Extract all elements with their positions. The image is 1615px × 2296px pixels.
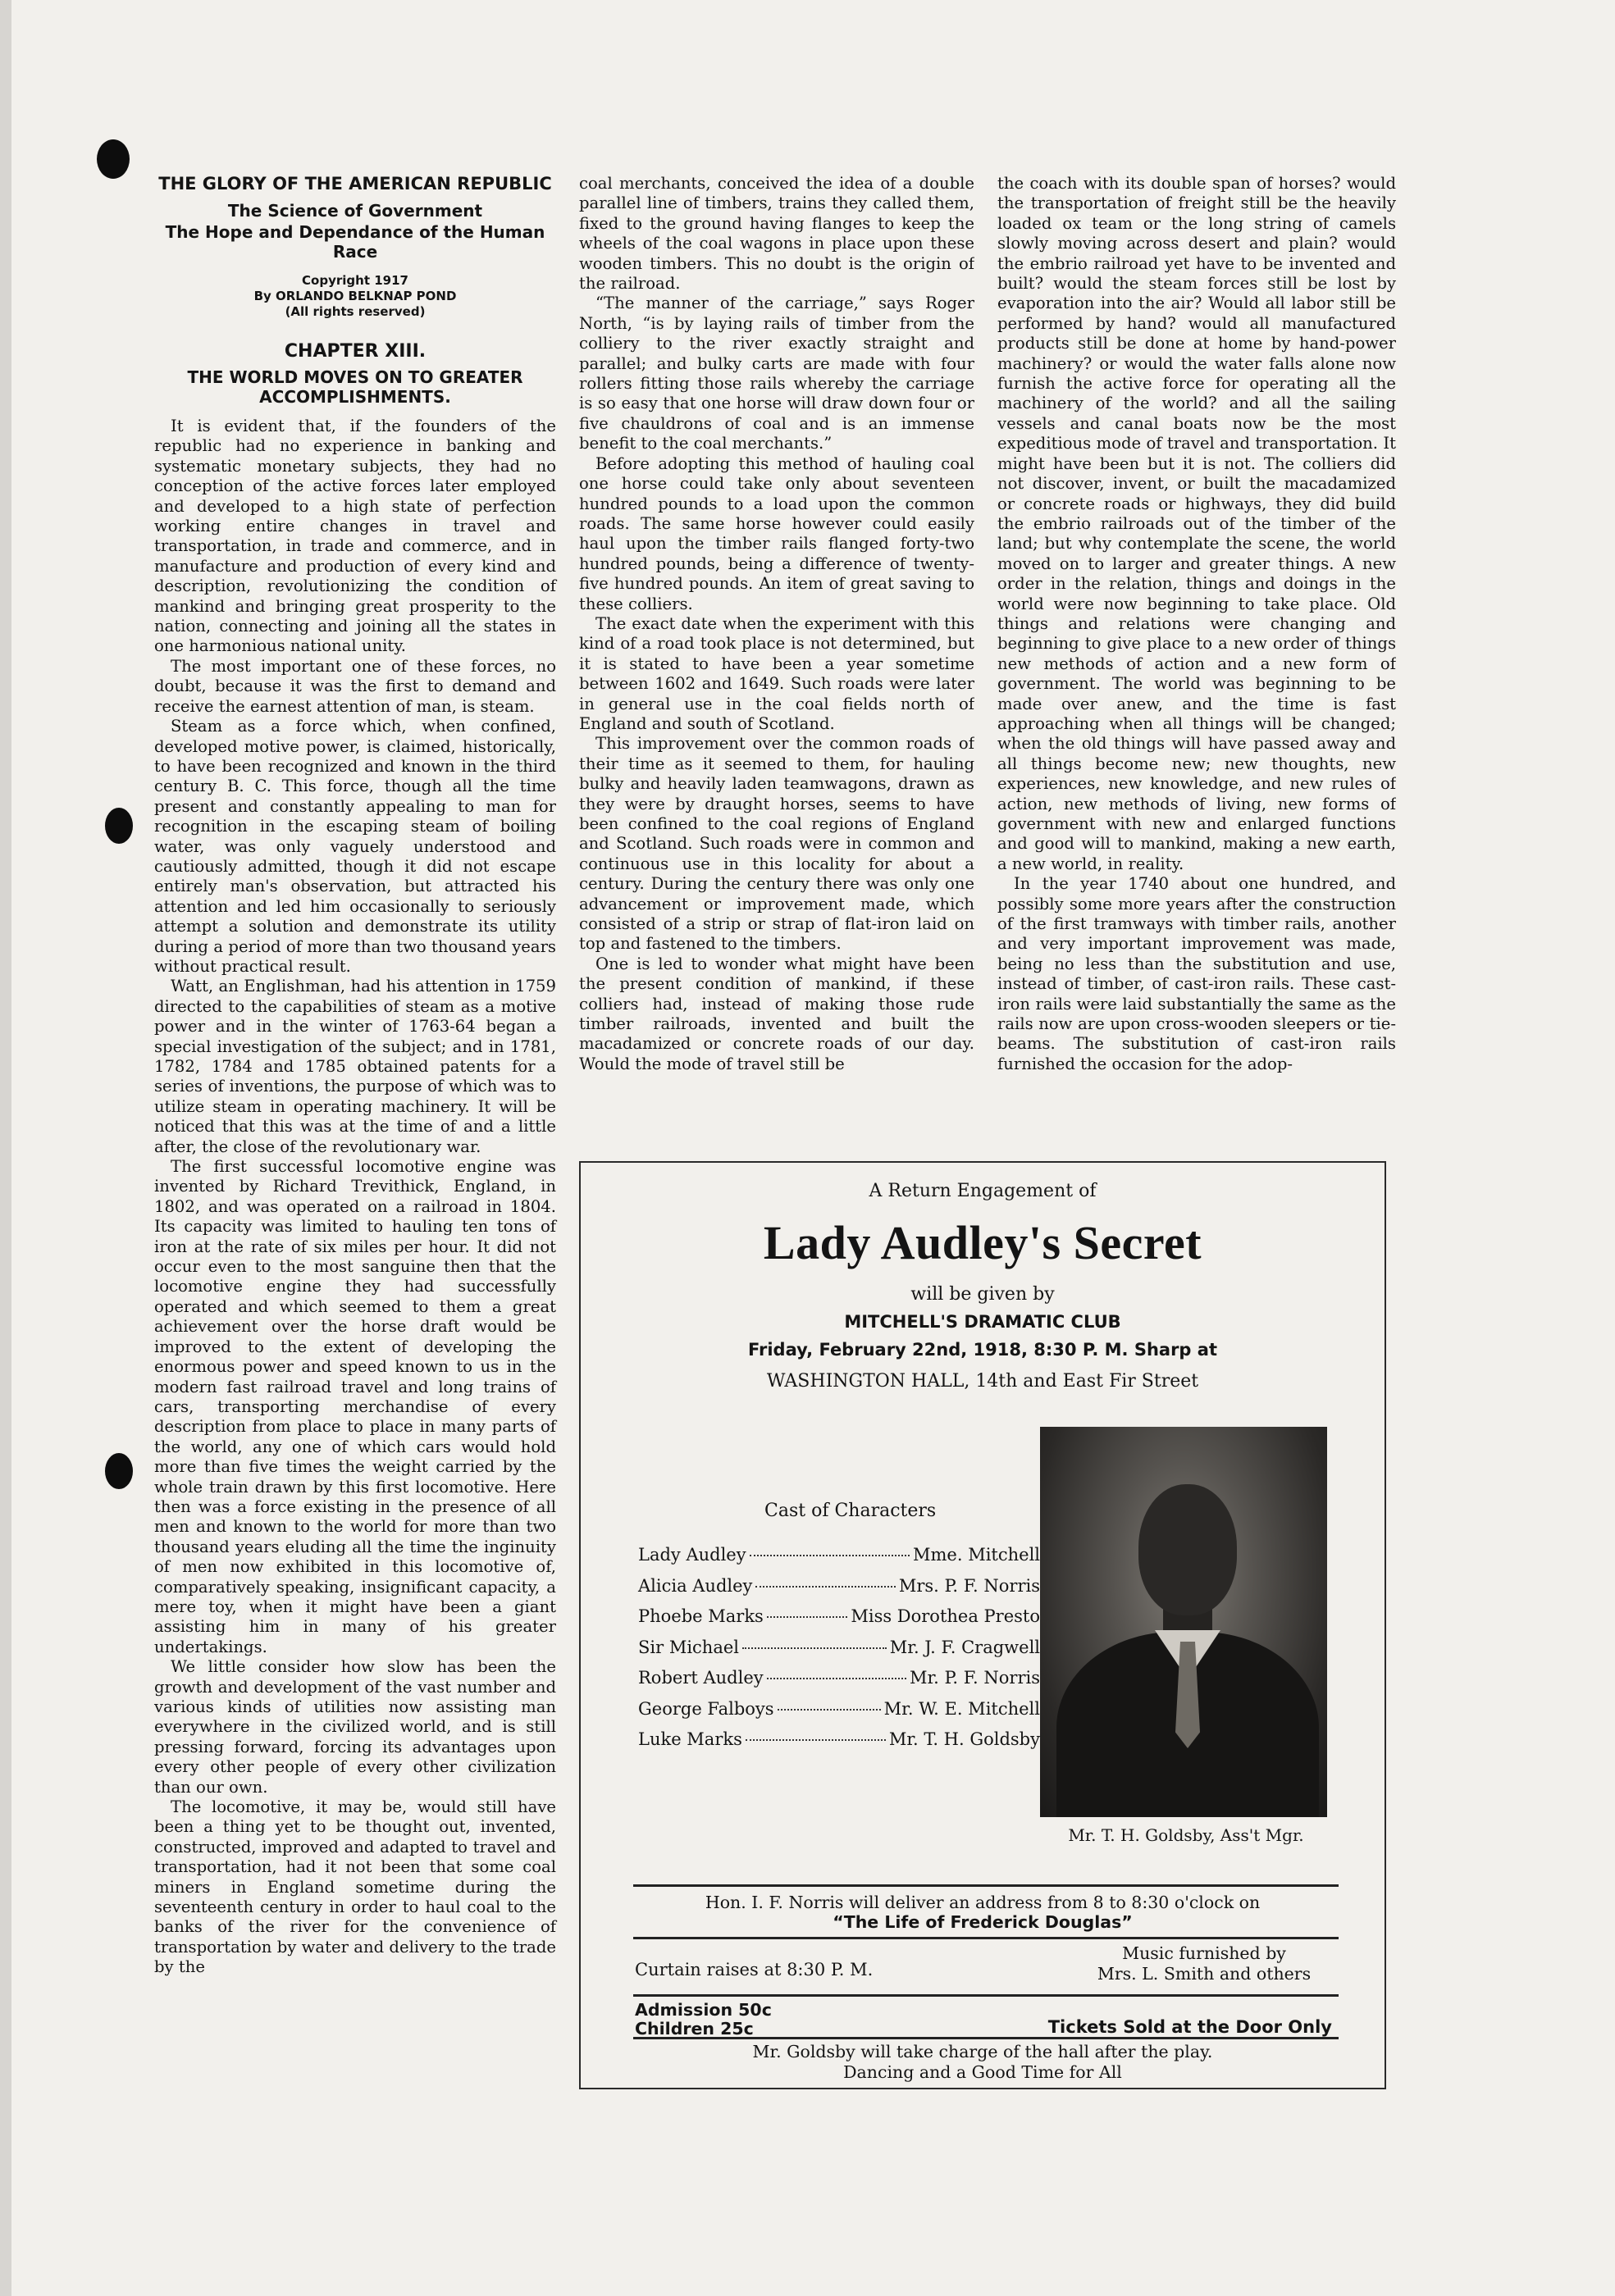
paragraph: The first successful locomotive engine was invented by Richard Trevithick, England, in 1802, and was operated on a railroad in 1804. Its capacity was limited to hauling ten tons of iron at the rate of six miles per hour. It did not occur even to the most sanguine then that the locomotive engine they had successfully operated and which seemed to them a great achievement over the horse draft would be improved to the extent of developing the enormous power and speed known to us in the modern fast railroad travel and long trains of cars, transporting merchandise of every description from place to place in many parts of the world, any one of which cars would hold more than five times the weight carried by the whole train drawn by this first locomotive. Here then was a force existing in the presence of all men and known to the world for more than two thousand years eluding all the time the inginuity of men now exhibited in this locomotive of, comparatively speaking, insignificant capacity, a mere toy, when it might have been a giant assisting him in many of his greater undertakings. — [154, 1157, 556, 1656]
page-edge — [0, 0, 11, 2296]
address-line-2: “The Life of Frederick Douglas” — [833, 1912, 1133, 1932]
date-line: Friday, February 22nd, 1918, 8:30 P. M. Sharp at — [747, 1340, 1217, 1360]
cast-row — [638, 1545, 1040, 1576]
address-line-1: Hon. I. F. Norris will deliver an address from 8 to 8:30 o'clock on — [705, 1893, 1261, 1912]
cast-role: Luke Marks — [638, 1729, 742, 1749]
cast-role: Robert Audley — [638, 1668, 764, 1688]
chapter-title: THE WORLD MOVES ON TO GREATER ACCOMPLISHMENTS. — [187, 367, 523, 407]
cast-actor: Mr. J. F. Cragwell — [889, 1637, 1040, 1657]
admission-children: Children 25c — [635, 2019, 754, 2039]
cast-role: Phoebe Marks — [638, 1606, 764, 1626]
byline: By ORLANDO BELKNAP POND — [253, 289, 457, 303]
divider-rule — [633, 2037, 1339, 2039]
cast-actor: Mrs. P. F. Norris — [898, 1575, 1040, 1596]
paragraph: Steam as a force which, when confined, developed motive power, is claimed, historically, to have been recognized and known in the third century B. C. This force, though all the time present and constantly appealing to man for recognition in the escaping steam of boiling water, was only vaguely understood and cautiously admitted, though it did not escape entirely man's observation, but attracted his attention and led him occasionally to seriously attempt a solution and demonstrate its utility during a period of more than two thousand years without practical result. — [154, 717, 556, 976]
cast-row — [638, 1699, 1040, 1730]
cast-actor: Mr. W. E. Mitchell — [883, 1698, 1040, 1719]
music-line-2: Mrs. L. Smith and others — [1097, 1964, 1312, 1984]
article-subtitle-1: The Science of Government — [227, 201, 483, 221]
article-column-2 — [579, 174, 974, 1156]
photo-head — [1138, 1484, 1237, 1615]
closing-line-2: Dancing and a Good Time for All — [843, 2062, 1122, 2082]
copyright-line: Copyright 1917 — [302, 273, 408, 288]
music-line-1: Music furnished by — [1122, 1943, 1286, 1963]
music-credit — [1081, 1943, 1327, 1984]
cast-row — [638, 1729, 1040, 1761]
club-name: MITCHELL'S DRAMATIC CLUB — [844, 1312, 1121, 1332]
closing-notice — [581, 2042, 1385, 2083]
cast-role: Lady Audley — [638, 1545, 746, 1565]
paragraph: In the year 1740 about one hundred, and possibly some more years after the construction of the first tramways with timber rails, another and very important improvement was made, being no less than the substitution and use, instead of timber, of cast-iron rails. These cast-iron rails were laid substantially the same as the rails now are upon cross-wooden sleepers or tie-beams. The substitution of cast-iron rails furnished the occasion for the adop- — [997, 874, 1396, 1073]
paragraph: coal merchants, conceived the idea of a double parallel line of timbers, trains they called them, fixed to the ground having flanges to keep the wheels of the coal wagons in place upon these wooden timbers. This no doubt is the origin of the railroad. — [579, 174, 974, 294]
cast-role: Alicia Audley — [638, 1575, 753, 1596]
cast-actor: Mr. T. H. Goldsby — [888, 1729, 1040, 1749]
play-advertisement — [579, 1161, 1386, 2089]
article-column-3 — [997, 174, 1396, 1156]
cast-actor: Mr. P. F. Norris — [909, 1668, 1040, 1688]
venue-line: WASHINGTON HALL, 14th and East Fir Street — [766, 1371, 1199, 1392]
leader-dots — [755, 1586, 895, 1588]
divider-rule — [633, 1994, 1339, 1997]
admission-prices — [635, 2001, 772, 2039]
cast-role: George Falboys — [638, 1698, 774, 1719]
rights-line: (All rights reserved) — [285, 304, 426, 319]
paragraph: We little consider how slow has been the growth and development of the vast number and various kinds of utilities now assisting man everywhere in the civilized world, and is still pressing forward, forcing its advantages upon every other people of every other civilization than our own. — [154, 1657, 556, 1797]
paragraph: One is led to wonder what might have been the present condition of mankind, if these colliers had, instead of making those rude timber railroads, invented and built the macadamized or concrete roads of our day. Would the mode of travel still be — [579, 954, 974, 1073]
leader-dots — [750, 1555, 910, 1556]
cast-row — [638, 1606, 1040, 1638]
curtain-time: Curtain raises at 8:30 P. M. — [635, 1960, 874, 1979]
play-title: Lady Audley's Secret — [763, 1216, 1202, 1269]
photo-caption: Mr. T. H. Goldsby, Ass't Mgr. — [1068, 1825, 1304, 1845]
tickets-notice: Tickets Sold at the Door Only — [1047, 2017, 1332, 2037]
paragraph: Watt, an Englishman, had his attention in 1759 directed to the capabilities of steam as a motive power and in the winter of 1763-64 began a special investigation of the subject; and in 1781, 1782, 1784 and 1785 obtained patents for a series of inventions, the purpose of which was to utilize steam in operating machinery. It will be noticed that this was at the time of and a little after, the close of the revolutionary war. — [154, 977, 556, 1156]
ad-intro: A Return Engagement of — [869, 1181, 1097, 1201]
article-column-1 — [154, 174, 556, 1978]
given-by-line: will be given by — [910, 1284, 1055, 1305]
cast-row — [638, 1638, 1040, 1669]
address-notice — [581, 1893, 1385, 1932]
cast-actor: Mme. Mitchell — [913, 1545, 1040, 1565]
paragraph: It is evident that, if the founders of the republic had no experience in banking and systematic monetary subjects, they had no conception of the active forces later employed and developed to a high state of perfection working entire changes in travel and transportation, in trade and commerce, and in manufacture and production of every kind and description, revolutionizing the condition of mankind and bringing great prosperity to the nation, connecting and joining all the states in one harmonious national unity. — [154, 417, 556, 656]
article-title: THE GLORY OF THE AMERICAN REPUBLIC — [158, 174, 552, 194]
binding-hole-top — [97, 139, 130, 179]
paragraph: The locomotive, it may be, would still have been a thing yet to be thought out, invented, constructed, improved and adapted to travel and transportation, had it not been that some coal miners in England sometime during the seventeenth century in order to haul coal to the banks of the river for the convenience of transportation by water and delivery to the trade by the — [154, 1797, 556, 1977]
leader-dots — [767, 1616, 848, 1618]
cast-row — [638, 1668, 1040, 1699]
binding-hole-middle — [105, 808, 133, 844]
leader-dots — [778, 1709, 881, 1711]
closing-line-1: Mr. Goldsby will take charge of the hall after the play. — [752, 2042, 1213, 2061]
cast-role: Sir Michael — [638, 1637, 739, 1657]
article-subtitle-2: The Hope and Dependance of the Human Race — [165, 222, 545, 262]
paragraph: “The manner of the carriage,” says Roger North, “is by laying rails of timber from the colliery to the river exactly straight and parallel; and bulky carts are made with four rollers fitting those rails whereby the carriage is so easy that one horse will draw down four or five chauldrons of coal and is an immense benefit to the coal merchants.” — [579, 294, 974, 453]
divider-rule — [633, 1937, 1339, 1939]
leader-dots — [742, 1647, 887, 1649]
divider-rule — [633, 1884, 1339, 1887]
paragraph: Before adopting this method of hauling coal one horse could take only about seventeen hundred pounds to a load upon the common roads. The same horse however could easily haul upon the timber rails flanged forty-two hundred pounds, being a difference of twenty-five hundred pounds. An item of great saving to these colliers. — [579, 453, 974, 613]
cast-actor: Miss Dorothea Presto — [851, 1606, 1040, 1626]
paragraph: This improvement over the common roads of their time as it seemed to them, for hauling bulky and heavily laden teamwagons, drawn as they were by draught horses, seems to have been confined to the coal regions of England and Scotland. Such roads were in common and continuous use in this locality for about a century. During the century there was only one advancement or improvement made, which consisted of a strip or strap of flat-iron laid on top and fastened to the timbers. — [579, 734, 974, 954]
portrait-photo — [1040, 1427, 1327, 1817]
paragraph: The exact date when the experiment with this kind of a road took place is not determined, but it is stated to have been a year sometime between 1602 and 1649. Such roads were later in general use in the coal fields north of England and south of Scotland. — [579, 613, 974, 733]
cast-row — [638, 1576, 1040, 1607]
leader-dots — [746, 1739, 886, 1741]
chapter-number: CHAPTER XIII. — [284, 341, 427, 362]
cast-list — [638, 1545, 1040, 1761]
paragraph: the coach with its double span of horses? would the transportation of freight still be the heavily loaded ox team or the long string of camels slowly moving across desert and plain? would the embrio railroad yet have to be invented and built? would the steam forces still be lost by evaporation into the air? Would all labor still be performed by hand? would all manufactured products still be done at home by hand-power machinery? or would the water falls alone now furnish the active force for operating all the machinery of the world? and all the sailing vessels and canal boats now be the most expeditious mode of travel and transportation. It might have been but it is not. The colliers did not discover, invent, or built the macadamized or concrete roads or highways, they did build the embrio railroads out of the timber of the land; but why contemplate the scene, the world moved on to larger and greater things. A new order in the relation, things and doings in the world were now beginning to take place. Old things and relations were changing and beginning to give place to a new order of things new methods of action and a new form of government. The world was beginning to be made over anew, and the time is fast approaching when all things will be changed; when the old things will have passed away and all things become new; new thoughts, new experiences, new knowledge, and new rules of action, new methods of living, new forms of government with new and enlarged functions and good will to mankind, making a new earth, a new world, in reality. — [997, 174, 1396, 873]
binding-hole-lower — [105, 1453, 133, 1489]
paragraph: The most important one of these forces, no doubt, because it was the first to demand and receive the earnest attention of man, is steam. — [154, 656, 556, 716]
cast-heading: Cast of Characters — [764, 1501, 937, 1521]
admission-adult: Admission 50c — [635, 2000, 772, 2020]
leader-dots — [767, 1678, 906, 1679]
